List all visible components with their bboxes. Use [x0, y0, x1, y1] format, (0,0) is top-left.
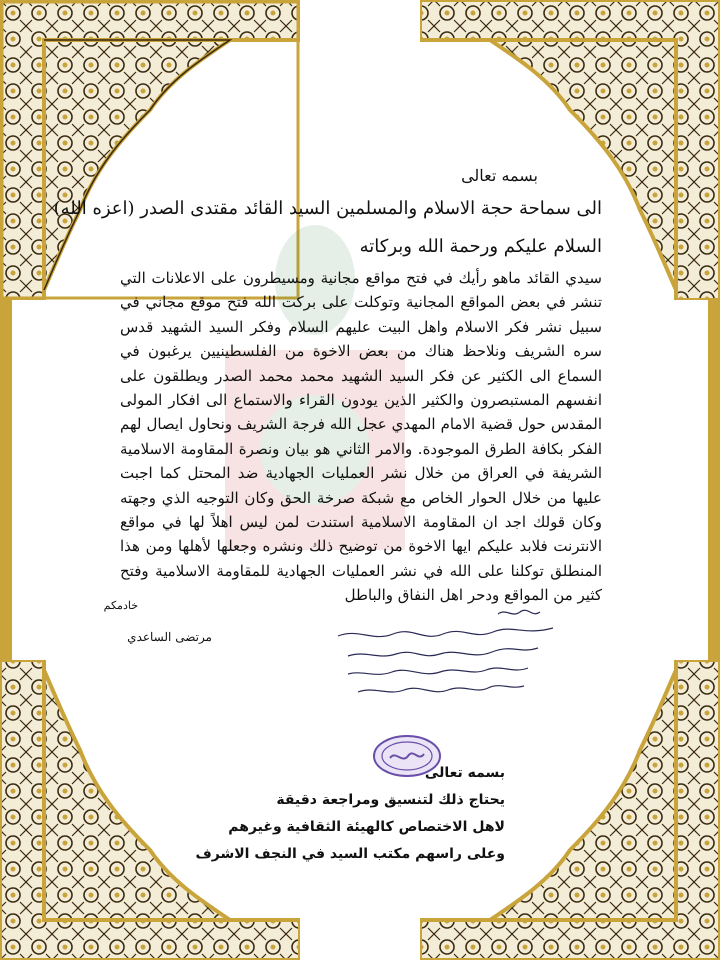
border-right — [708, 300, 720, 660]
reply-line: لاهل الاختصاص كالهيئة الثقافية وغيرهم — [228, 819, 505, 835]
recipient-line: الى سماحة حجة الاسلام والمسلمين السيد القائد مقتدى الصدر (اعزه الله) — [53, 198, 602, 219]
closing: خادمكم — [103, 599, 138, 612]
handwritten-annotation — [318, 604, 573, 702]
letter-body: سيدي القائد ماهو رأيك في فتح مواقع مجانية ومسيطرون على الاعلانات التي تنشر في بعض المواقع المجانية وتوكلت على بركت الله فتح موقع مجاني في سبيل نشر فكر الاسلام واهل البيت عليهم السلام وفكر السيد الشهيد قدس سره الشريف ونلاحظ هناك من بعض الاخوة من الفلسطينيين يرغبون في السماع الى الكثير عن فكر السيد الشهيد محمد محمد الصدر ويطلقون على انفسهم المستبصرون والكثير الذين يودون القراء والاستماع الى افكار المولى المقدس حول قضية الامام المهدي عجل الله فرجة الشريف ونحاول ايصال لهم الفكر بكافة الطرق الموجودة. والامر الثاني هو بيان ونصرة المقاومة الاسلامية الشريفة في العراق من خلال نشر العمليات الجهادية ضد المحتل كما اجبت عليها من خلال الحوار الخاص مع شبكة صرخة الحق وكان التوجيه الذي وجهته وكان قولك اجد ان المقاومة الاسلامية استندت لمن ليس اهلاً لها في مواقع الانترنت فلابد عليكم ايها الاخوة من توضيح ذلك ونشره وجعلها لأهلها ومن هذا المنطلق توكلنا على الله في نشر العمليات الجهادية للمقاومة الاسلامية وفتح كثير من المواقع ودحر اهل النفاق والباطل — [120, 269, 602, 605]
signer-name: مرتضى الساعدي — [127, 630, 212, 644]
reply-line: يحتاج ذلك لتنسيق ومراجعة دقيقة — [276, 792, 505, 808]
salutation-top: بسمه تعالى — [461, 166, 538, 185]
border-left — [0, 300, 12, 660]
greeting-line: السلام عليكم ورحمة الله وبركاته — [359, 236, 602, 257]
handwritten-reply — [195, 760, 505, 868]
reply-line: وعلى راسهم مكتب السيد في النجف الاشرف — [195, 846, 505, 862]
reply-line: بسمه تعالى — [424, 765, 505, 781]
